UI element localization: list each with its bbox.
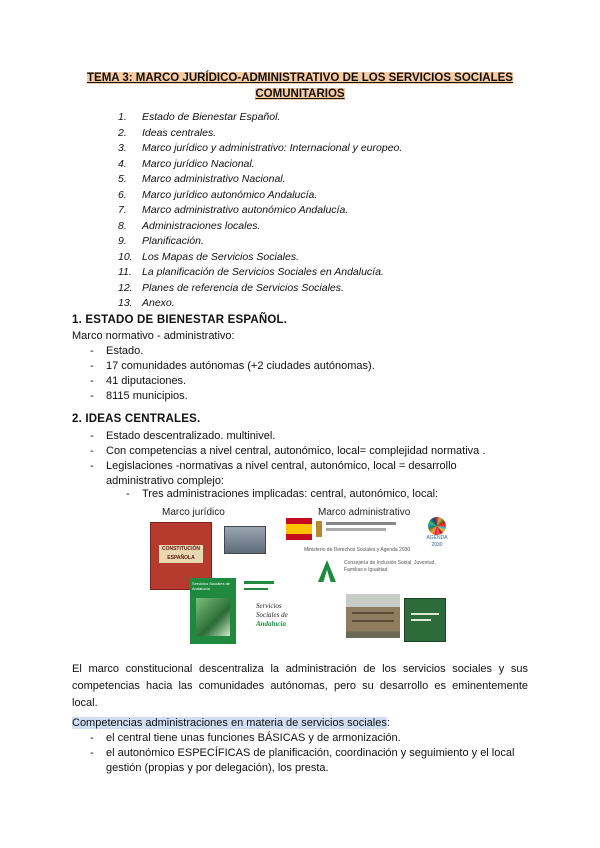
ministry-logo bbox=[286, 518, 406, 540]
list-item: - el central tiene unas funciones BÁSICAS y de armonización. bbox=[88, 731, 526, 746]
section-2-heading: 2. IDEAS CENTRALES. bbox=[72, 413, 201, 425]
cover-small-title: Servicios Sociales de Andalucía bbox=[192, 581, 231, 591]
section-1-heading: 1. ESTADO DE BIENESTAR ESPAÑOL. bbox=[72, 314, 288, 326]
title-line-2: COMUNITARIOS bbox=[255, 88, 345, 100]
figure-label-administrativo: Marco administrativo bbox=[318, 507, 411, 518]
toc-item: 3. Marco jurídico y administrativo: Internacional y europeo. bbox=[118, 142, 403, 154]
section-1-list bbox=[88, 344, 526, 404]
green-report-cover bbox=[190, 578, 236, 644]
list-item: - Estado. bbox=[88, 344, 526, 359]
list-item: - 41 diputaciones. bbox=[88, 374, 526, 389]
competencias-list bbox=[88, 731, 526, 776]
figure-label-juridico: Marco jurídico bbox=[162, 507, 225, 518]
list-item: - 8115 municipios. bbox=[88, 389, 526, 404]
table-of-contents bbox=[118, 110, 402, 312]
toc-item: 11. La planificación de Servicios Sociales en Andalucía. bbox=[118, 266, 384, 278]
toc-item: 12. Planes de referencia de Servicios Sociales. bbox=[118, 281, 344, 294]
agenda-2030-logo bbox=[422, 517, 452, 551]
list-item: - Con competencias a nivel central, autonómico, local= complejidad normativa . bbox=[88, 444, 526, 459]
section-2-list bbox=[88, 429, 526, 489]
list-item: - el autonómico ESPECÍFICAS de planificación, coordinación y seguimiento y el local gestión (propias y por delegación), los presta. bbox=[88, 746, 526, 776]
ley-line-1: Servicios bbox=[256, 602, 282, 610]
title-line-1: TEMA 3: MARCO JURÍDICO-ADMINISTRATIVO DE LOS SERVICIOS SOCIALES bbox=[87, 72, 513, 84]
list-item: - 17 comunidades autónomas (+2 ciudades autónomas). bbox=[88, 359, 526, 374]
section-2-sublist bbox=[122, 487, 438, 502]
document-thumbnail-image bbox=[224, 526, 266, 554]
toc-item: 10. Los Mapas de Servicios Sociales. bbox=[118, 250, 299, 263]
list-item: - Legislaciones -normativas a nivel central, autonómico, local = desarrollo administrativo complejo: bbox=[88, 459, 526, 489]
ley-line-2: Sociales de bbox=[256, 611, 288, 619]
toc-item: 9. Planificación. bbox=[118, 235, 204, 247]
ley-line-3: Andalucía bbox=[256, 620, 286, 628]
book-title: CONSTITUCIÓN ESPAÑOLA bbox=[159, 545, 203, 563]
toc-item: 13. Anexo. bbox=[118, 297, 175, 309]
junta-caption: Consejería de Inclusión Social, Juventud, Familias e Igualdad bbox=[344, 560, 436, 573]
list-item: - Estado descentralizado. multinivel. bbox=[88, 429, 526, 444]
sub-list-item: - Tres administraciones implicadas: central, autonómico, local: bbox=[122, 487, 438, 502]
toc-item: 4. Marco jurídico Nacional. bbox=[118, 157, 255, 170]
competencias-heading: Competencias administraciones en materia de servicios sociales: bbox=[72, 717, 390, 729]
admin-figure bbox=[146, 504, 456, 644]
competencias-heading-text: Competencias administraciones en materia de servicios sociales bbox=[72, 717, 387, 729]
toc-item: 2. Ideas centrales. bbox=[118, 126, 217, 139]
institution-sign-image bbox=[404, 598, 446, 642]
document-title bbox=[60, 70, 540, 102]
government-building-photo bbox=[346, 594, 400, 638]
ministry-caption: Ministerio de Derechos Sociales y Agenda 2030 bbox=[304, 547, 411, 553]
junta-andalucia-logo bbox=[318, 560, 336, 582]
toc-item: 5. Marco administrativo Nacional. bbox=[118, 173, 286, 185]
toc-item: 7. Marco administrativo autonómico Andalucía. bbox=[118, 204, 349, 216]
body-paragraph: El marco constitucional descentraliza la administración de los servicios sociales y sus competencias hacia las comunidades autónomas, pero su desarrollo es eminentemente local. bbox=[72, 663, 528, 709]
ley-servicios-sociales-cover bbox=[242, 578, 294, 640]
section-1-intro: Marco normativo - administrativo: bbox=[72, 330, 235, 342]
toc-item: 6. Marco jurídico autonómico Andalucía. bbox=[118, 188, 318, 201]
toc-item: 1. Estado de Bienestar Español. bbox=[118, 111, 281, 123]
toc-item: 8. Administraciones locales. bbox=[118, 219, 261, 232]
agenda-label: AGENDA 2030 bbox=[426, 535, 448, 548]
